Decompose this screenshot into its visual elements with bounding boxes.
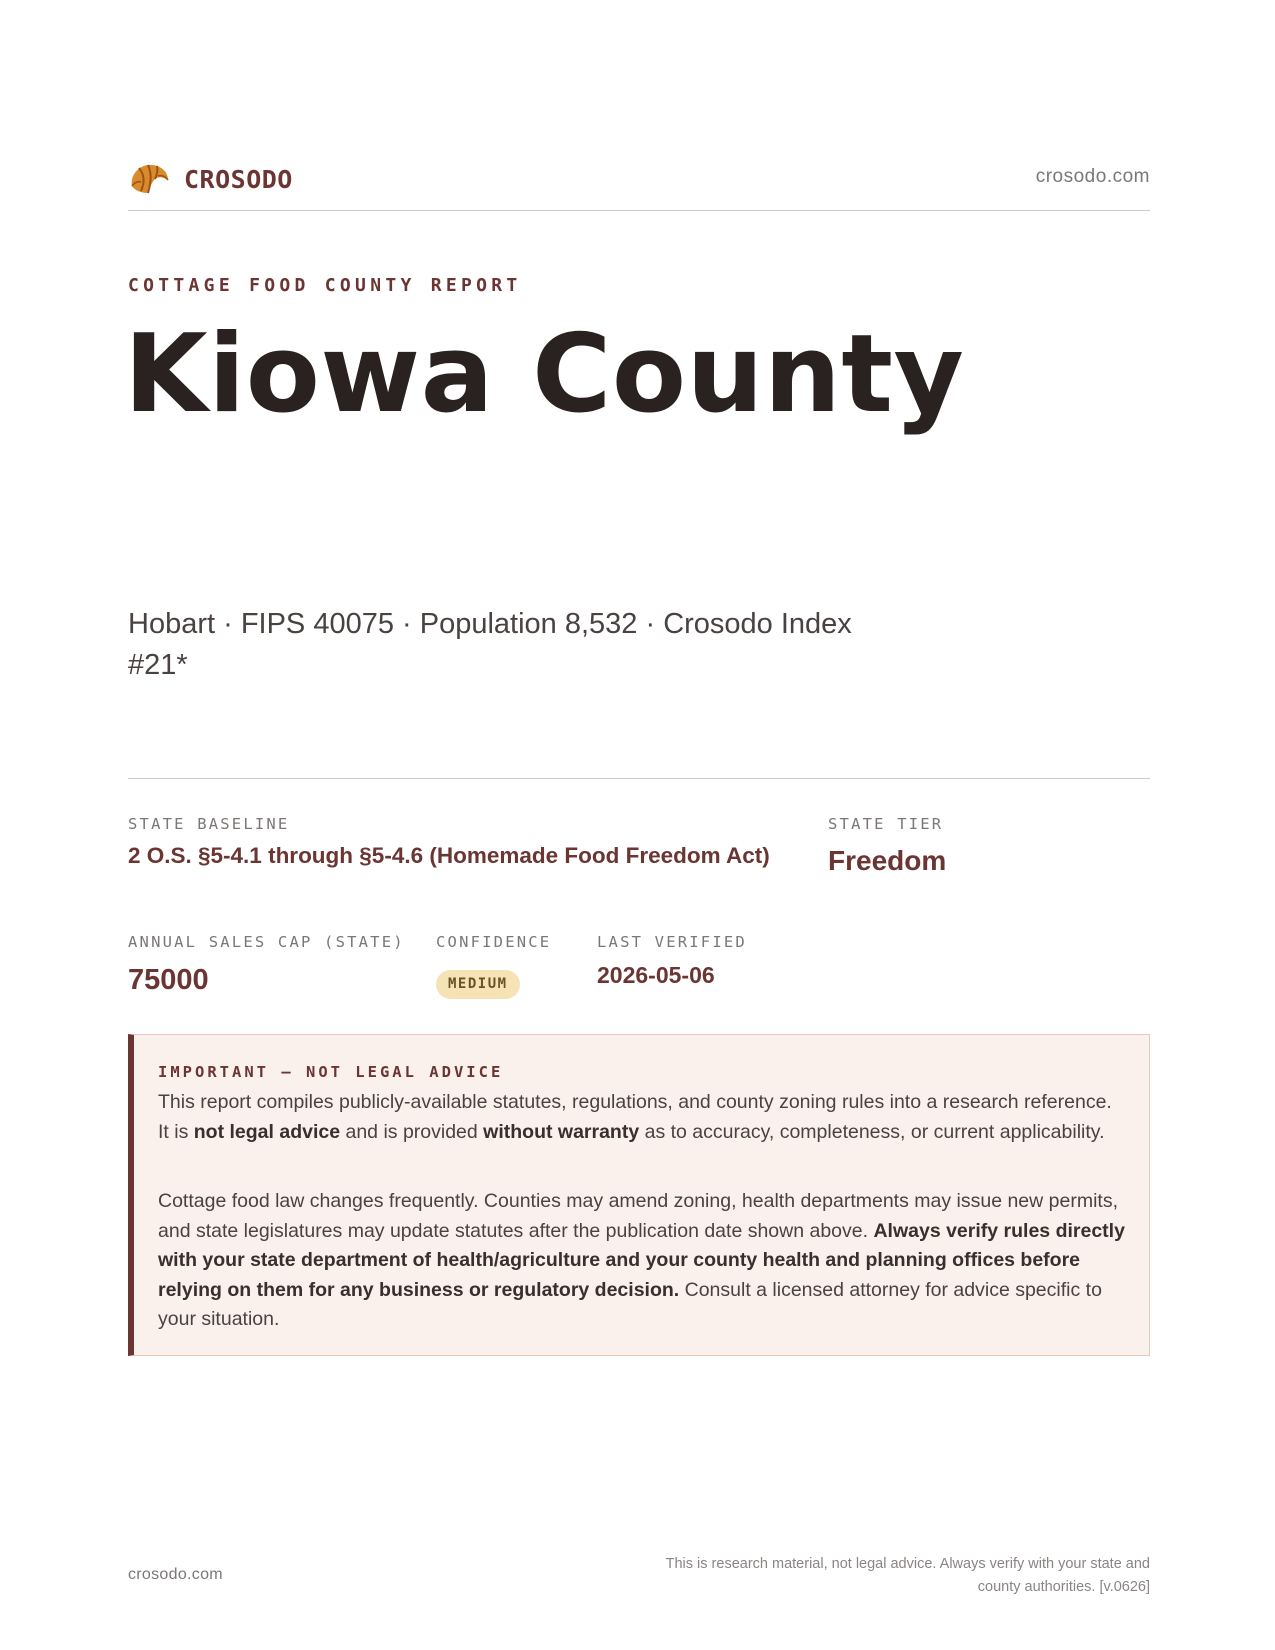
footer-disclaimer: This is research material, not legal advice. Always verify with your state and county authorities. [v.0626] xyxy=(665,1556,1150,1595)
county-summary: Hobart · FIPS 40075 · Population 8,532 · Crosodo Index #21* xyxy=(128,608,852,681)
last-verified-value: 2026-05-06 xyxy=(597,962,715,988)
footer-site-url[interactable]: crosodo.com xyxy=(128,1566,223,1583)
state-tier-value: Freedom xyxy=(828,845,947,876)
report-eyebrow: COTTAGE FOOD COUNTY REPORT xyxy=(128,275,522,296)
brand[interactable] xyxy=(128,160,293,198)
state-baseline-label: STATE BASELINE xyxy=(128,815,290,833)
notice-title: IMPORTANT — NOT LEGAL ADVICE xyxy=(158,1063,504,1081)
section-divider xyxy=(128,778,1150,779)
brand-name: CROSODO xyxy=(184,164,293,194)
site-url[interactable]: crosodo.com xyxy=(1035,166,1150,187)
croissant-icon xyxy=(128,160,170,198)
page-title: Kiowa County xyxy=(124,312,965,437)
report-page xyxy=(124,0,1150,1650)
last-verified-label: LAST VERIFIED xyxy=(597,933,747,951)
page-header xyxy=(128,158,1150,200)
state-baseline-value: 2 O.S. §5-4.1 through §5-4.6 (Homemade Food Freedom Act) xyxy=(128,843,770,868)
confidence-badge: MEDIUM xyxy=(436,970,520,999)
sales-cap-label: ANNUAL SALES CAP (STATE) xyxy=(128,933,405,951)
confidence-label: CONFIDENCE xyxy=(436,933,552,951)
notice-paragraph-1: This report compiles publicly-available statutes, regulations, and county zoning rules into a research reference. It is not legal advice and is provided without warranty as to accuracy, completeness, or current applicability. xyxy=(158,1091,1112,1143)
sales-cap-value: 75000 xyxy=(128,964,209,996)
notice-paragraph-2: Cottage food law changes frequently. Counties may amend zoning, health departments may issue new permits, and state legislatures may update statutes after the publication date shown above. Always verify rules directly with your state department of health/agriculture and your county health and planning offices before relying on them for any business or regulatory decision. Consult a licensed attorney for advice specific to your situation. xyxy=(158,1190,1125,1330)
legal-notice xyxy=(128,1034,1150,1356)
state-tier-label: STATE TIER xyxy=(828,815,944,833)
header-divider xyxy=(128,210,1150,211)
